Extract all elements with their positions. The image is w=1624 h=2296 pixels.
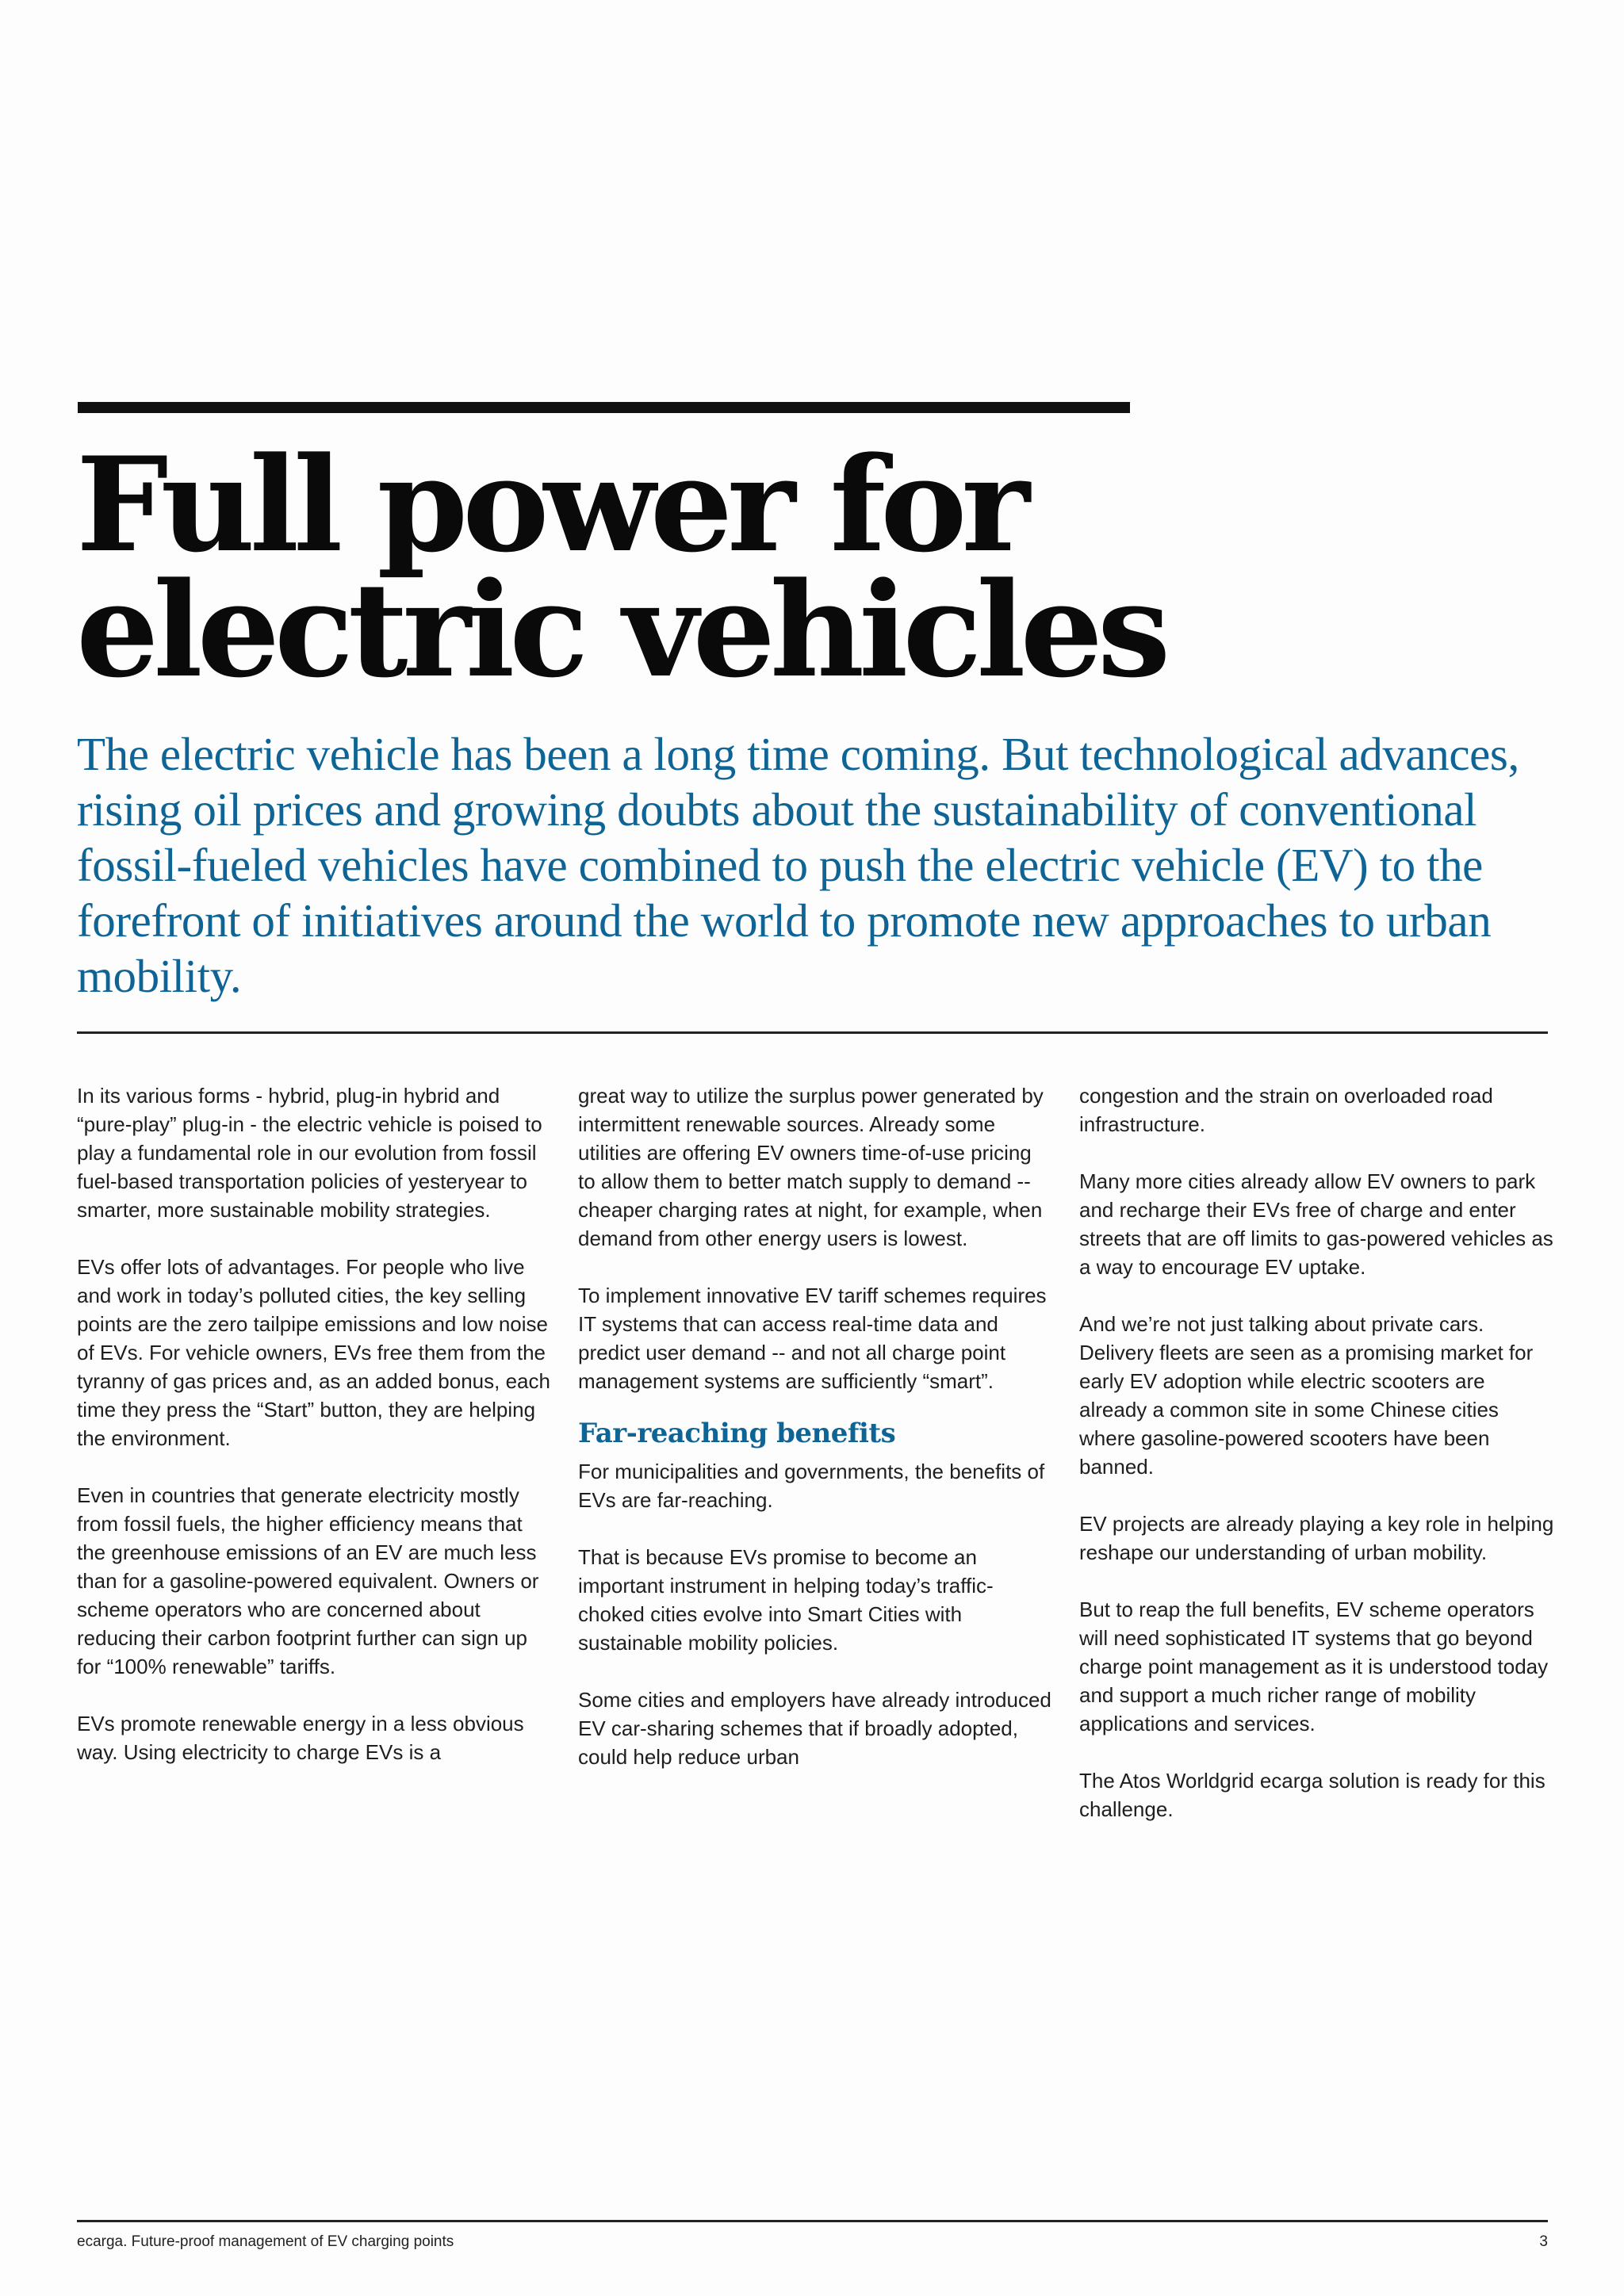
body-paragraph: Many more cities already allow EV owners to park and recharge their EVs free of charge and enter streets that are off limits to gas-powered vehicles as a way to encourage EV uptake.: [1079, 1169, 1553, 1279]
page-title-line-2: electric vehicles: [76, 553, 1166, 706]
section-divider: [77, 1031, 1548, 1034]
body-paragraph: EV projects are already playing a key role in helping reshape our understanding of urban mobility.: [1079, 1512, 1554, 1564]
section-heading: Far-reaching benefits: [578, 1418, 896, 1449]
page-title: [76, 428, 1266, 706]
body-paragraph: But to reap the full benefits, EV scheme operators will need sophisticated IT systems that go beyond charge point management as it is understood today and support a much richer range of mobility applications and services.: [1079, 1598, 1549, 1735]
body-paragraph: EVs offer lots of advantages. For people who live and work in today’s polluted cities, the key selling points are the zero tailpipe emissions and low noise of EVs. For vehicle owners, EVs free them from the tyranny of gas prices and, as an added bonus, each time they press the “Start” button, they are helping the environment.: [77, 1255, 550, 1450]
text-column-2: [578, 1081, 1054, 1800]
title-top-rule: [78, 402, 1130, 413]
body-paragraph: To implement innovative EV tariff schemes requires IT systems that can access real-time data and predict user demand -- and not all charge point management systems are sufficiently “smart”.: [578, 1284, 1047, 1393]
footer-rule: [77, 2220, 1548, 2222]
body-paragraph: The Atos Worldgrid ecarga solution is ready for this challenge.: [1079, 1769, 1545, 1821]
intro-paragraph: The electric vehicle has been a long time coming. But technological advances, rising oil prices and growing doubts about the sustainability of conventional fossil-fueled vehicles have combined to push the electric vehicle (EV) to the forefront of initiatives around the world to promote new approaches to urban mobility.: [77, 728, 1519, 1002]
page-number: 3: [1539, 2233, 1548, 2250]
body-paragraph: Even in countries that generate electricity mostly from fossil fuels, the higher efficiency means that the greenhouse emissions of an EV are much less than for a gasoline-powered equivalent. Owners or scheme operators who are concerned about reducing their carbon footprint further can sign up for “100% renewable” tariffs.: [77, 1483, 539, 1678]
body-paragraph: In its various forms - hybrid, plug-in hybrid and “pure-play” plug-in - the electric vehicle is poised to play a fundamental role in our evolution from fossil fuel-based transportation policies of yesteryear to smarter, more sustainable mobility strategies.: [77, 1084, 542, 1222]
body-paragraph: congestion and the strain on overloaded road infrastructure.: [1079, 1084, 1493, 1136]
body-paragraph: great way to utilize the surplus power generated by intermittent renewable sources. Already some utilities are offering EV owners time-of-use pricing to allow them to better match supply to demand -- cheaper charging rates at night, for example, when demand from other energy users is lowest.: [578, 1084, 1044, 1250]
body-paragraph: EVs promote renewable energy in a less obvious way. Using electricity to charge EVs is a: [77, 1712, 524, 1764]
body-paragraph: That is because EVs promise to become an important instrument in helping today’s traffic-choked cities evolve into Smart Cities with sustainable mobility policies.: [578, 1545, 994, 1655]
page-title-line-1: Full power for: [76, 428, 1025, 581]
body-paragraph: Some cities and employers have already introduced EV car-sharing schemes that if broadly adopted, could help reduce urban: [578, 1688, 1051, 1769]
text-column-3: [1079, 1081, 1555, 1852]
body-paragraph: For municipalities and governments, the benefits of EVs are far-reaching.: [578, 1460, 1045, 1512]
text-column-1: [77, 1081, 553, 1795]
body-paragraph: And we’re not just talking about private cars. Delivery fleets are seen as a promising market for early EV adoption while electric scooters are already a common site in some Chinese cities where gasoline-powered scooters have been banned.: [1079, 1312, 1534, 1479]
footer-text: ecarga. Future-proof management of EV charging points: [77, 2233, 454, 2250]
